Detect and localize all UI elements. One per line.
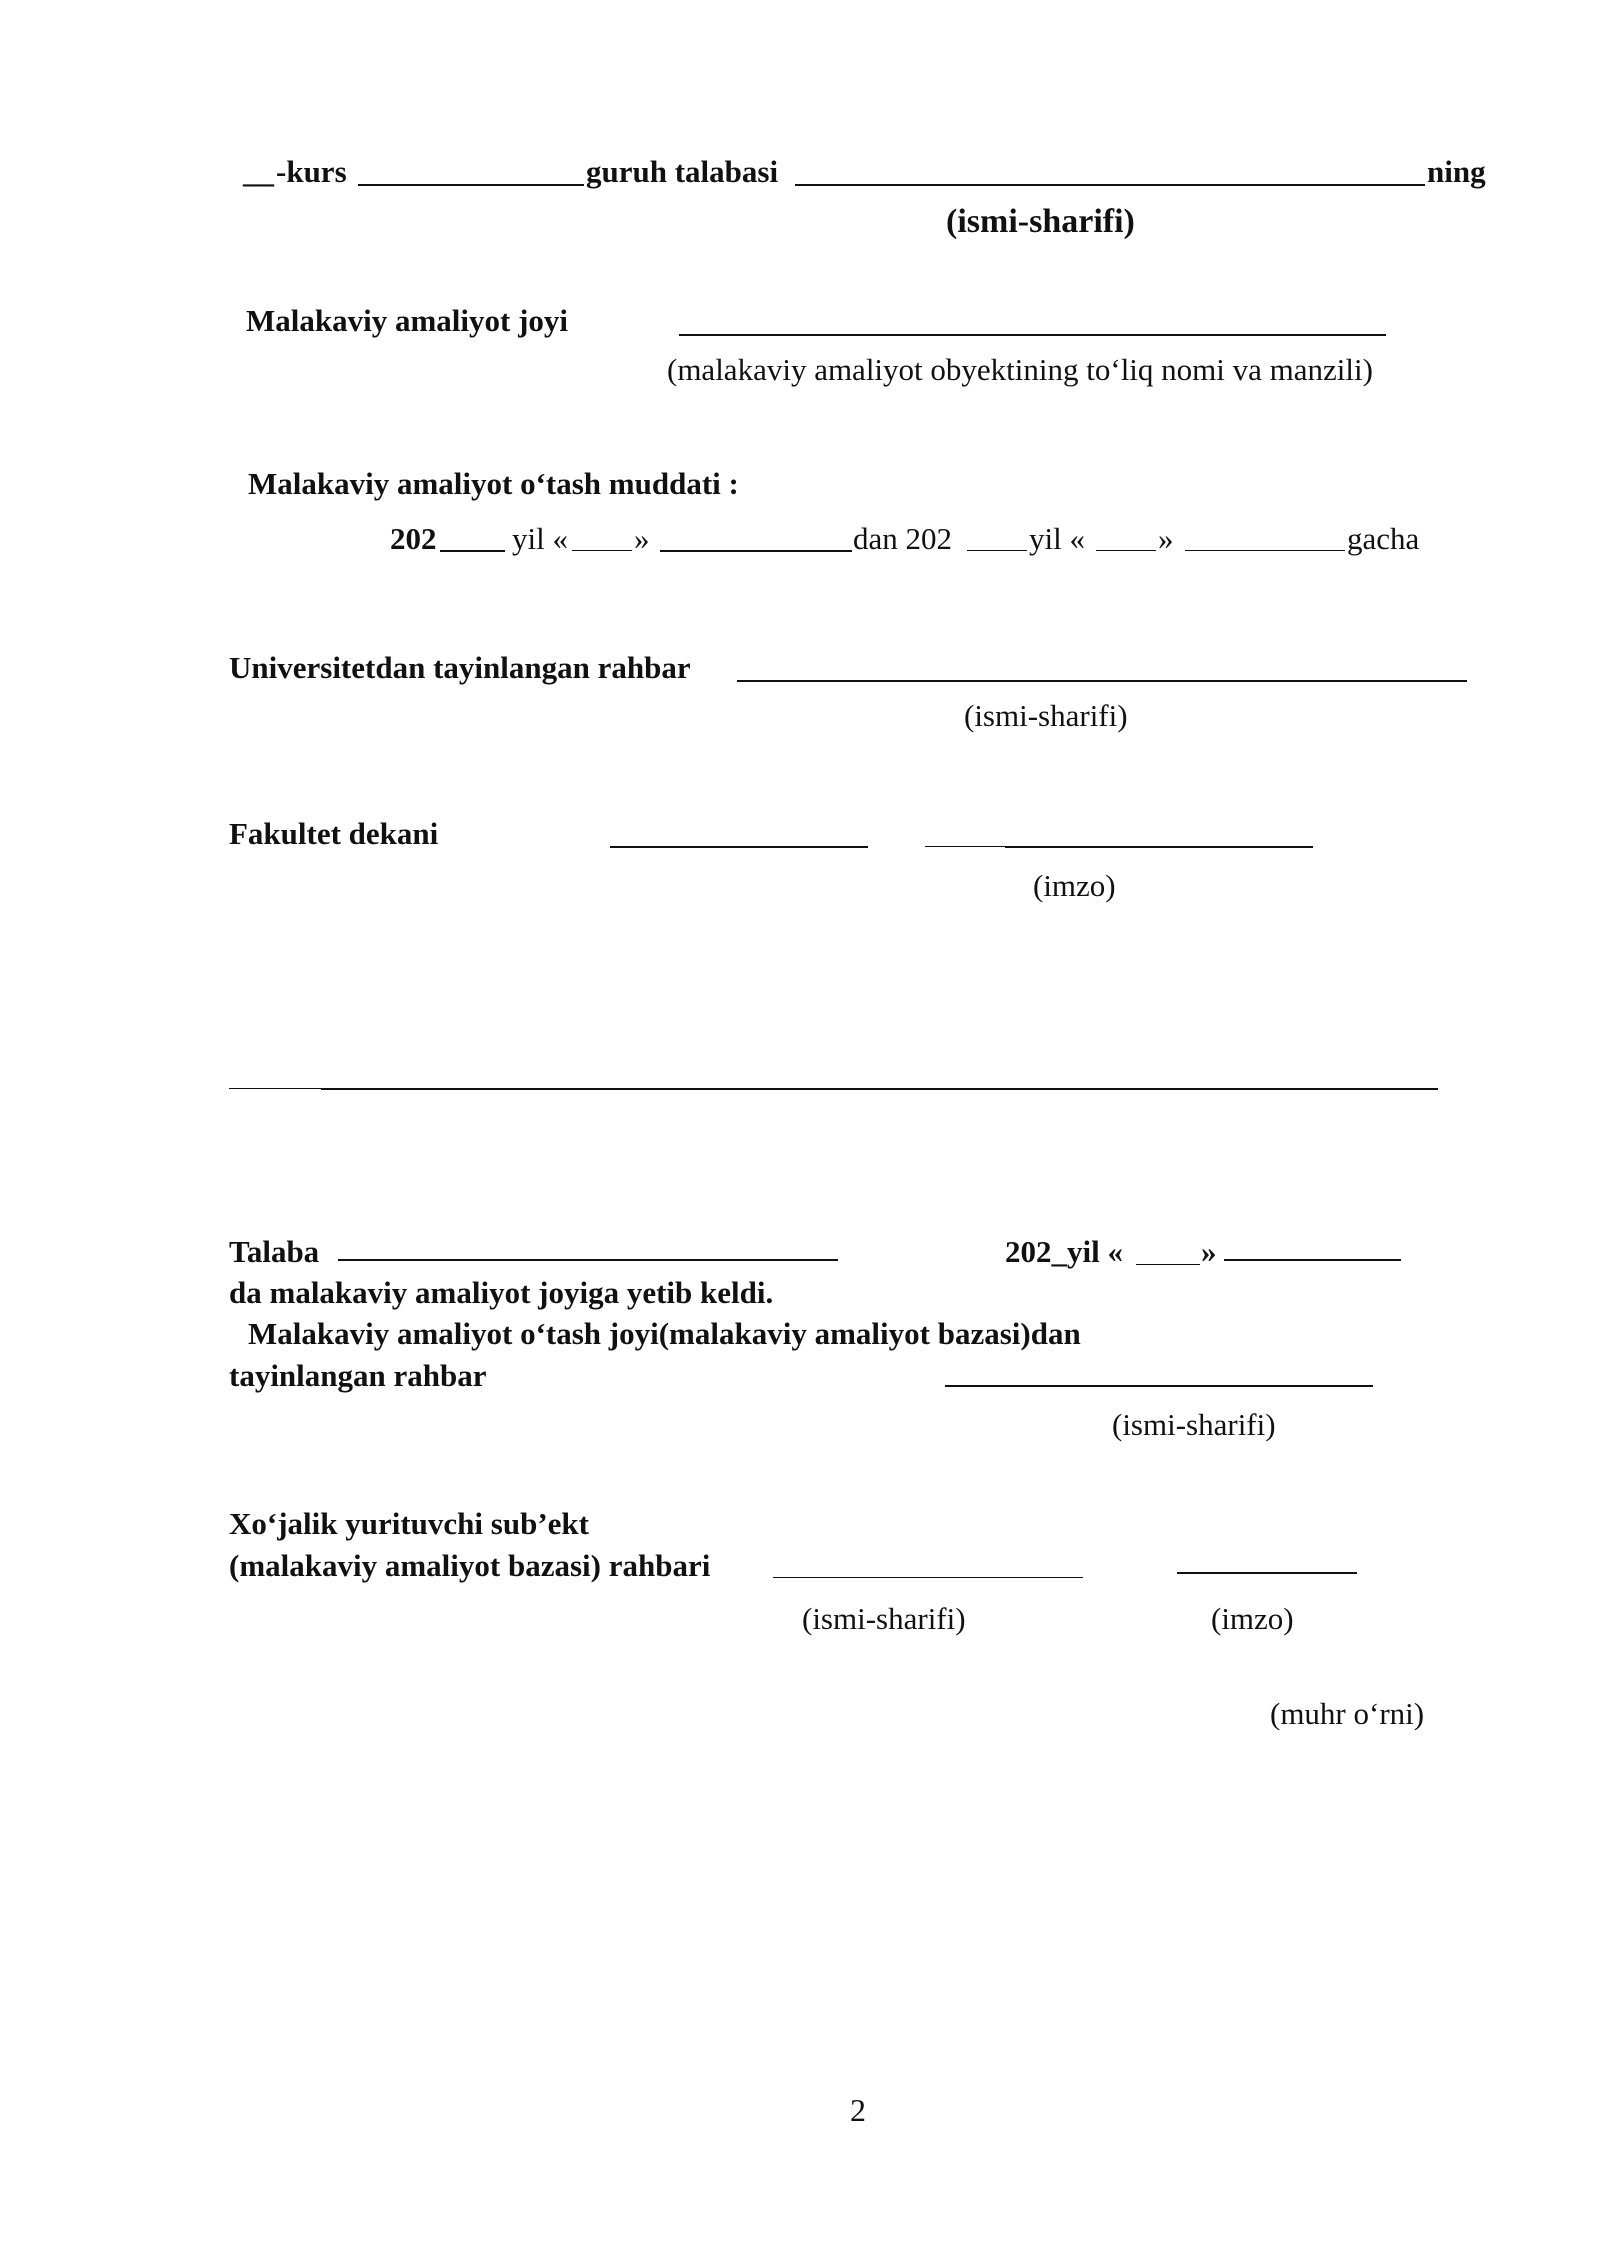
- arrival-date-close: »: [1201, 1234, 1217, 1269]
- page-number: 2: [850, 2092, 866, 2128]
- entity-sign-caption: (imzo): [1211, 1601, 1294, 1636]
- period-start-year: 202: [390, 521, 437, 556]
- practice-place-label: Malakaviy amaliyot joyi: [246, 303, 569, 338]
- ning-label: ning: [1427, 154, 1486, 189]
- separator-line-a: [229, 1088, 321, 1089]
- practice-period-label: Malakaviy amaliyot o‘tash muddati :: [248, 466, 739, 501]
- period-yil-2: yil «: [1029, 521, 1085, 556]
- arrival-student-blank-line[interactable]: [338, 1259, 838, 1261]
- start-day-blank-line[interactable]: [572, 550, 632, 551]
- period-dan: dan 202: [853, 521, 953, 556]
- arrival-month-blank-line[interactable]: [1224, 1259, 1401, 1261]
- entity-sign-blank-line[interactable]: [1177, 1572, 1357, 1574]
- talaba-label: Talaba: [229, 1234, 320, 1269]
- student-name-blank-line[interactable]: [795, 184, 1425, 186]
- start-year-blank-line[interactable]: [440, 550, 505, 552]
- base-supervisor-caption: (ismi-sharifi): [1112, 1407, 1276, 1442]
- arrival-date-text: 202_yil «: [1005, 1234, 1123, 1269]
- base-supervisor-blank-line[interactable]: [945, 1385, 1373, 1387]
- university-supervisor-blank-line[interactable]: [737, 680, 1467, 682]
- guruh-talabasi-label: guruh talabasi: [586, 154, 779, 189]
- dean-name-blank-line[interactable]: [610, 846, 868, 848]
- kurs-label: -kurs: [276, 154, 347, 189]
- stamp-place-caption: (muhr o‘rni): [1270, 1696, 1425, 1731]
- end-month-blank-line[interactable]: [1185, 550, 1345, 551]
- separator-line-b: [321, 1088, 1438, 1090]
- practice-place-blank-line[interactable]: [679, 334, 1386, 336]
- kurs-blank: __: [243, 154, 274, 189]
- entity-line-2: (malakaviy amaliyot bazasi) rahbari: [229, 1548, 711, 1583]
- period-close-quote-2: »: [1158, 521, 1174, 556]
- university-supervisor-caption: (ismi-sharifi): [964, 698, 1128, 733]
- dean-sign-blank-line-a[interactable]: [925, 846, 1005, 847]
- arrival-line-4: tayinlangan rahbar: [229, 1358, 487, 1393]
- dean-label: Fakultet dekani: [229, 816, 439, 851]
- entity-name-blank-line[interactable]: [773, 1577, 1083, 1578]
- period-yil-1: yil «: [512, 521, 568, 556]
- university-supervisor-label: Universitetdan tayinlangan rahbar: [229, 650, 691, 685]
- end-day-blank-line[interactable]: [1096, 550, 1156, 551]
- arrival-line-2: da malakaviy amaliyot joyiga yetib keldi.: [229, 1275, 774, 1310]
- student-name-caption: (ismi-sharifi): [946, 203, 1135, 240]
- dean-sign-caption: (imzo): [1033, 868, 1116, 903]
- period-close-quote-1: »: [634, 521, 650, 556]
- period-gacha: gacha: [1347, 521, 1420, 556]
- group-blank-line[interactable]: [358, 184, 584, 186]
- dean-sign-blank-line-b[interactable]: [1005, 846, 1313, 848]
- entity-name-caption: (ismi-sharifi): [802, 1601, 966, 1636]
- entity-line-1: Xo‘jalik yurituvchi sub’ekt: [229, 1506, 589, 1541]
- arrival-line-3: Malakaviy amaliyot o‘tash joyi(malakaviy amaliyot bazasi)dan: [248, 1316, 1081, 1351]
- start-month-blank-line[interactable]: [660, 550, 852, 552]
- arrival-day-blank-line[interactable]: [1136, 1264, 1200, 1265]
- practice-place-caption: (malakaviy amaliyot obyektining to‘liq nomi va manzili): [667, 352, 1373, 387]
- end-year-blank-line[interactable]: [967, 550, 1027, 551]
